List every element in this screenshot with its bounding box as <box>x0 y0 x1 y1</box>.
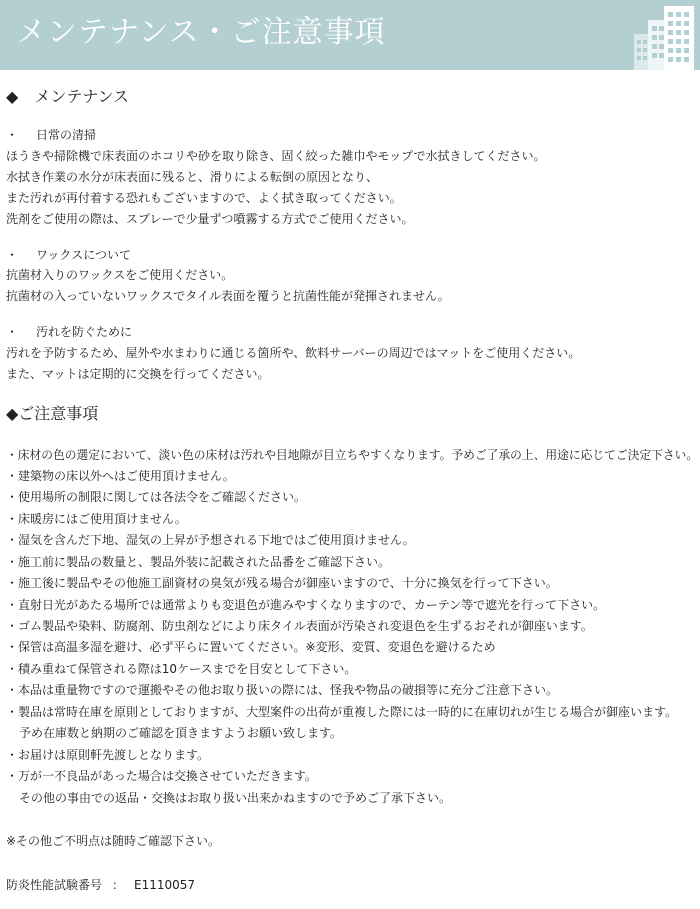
caution-item: ・施工前に製品の数量と、製品外装に記載された品番をご確認下さい。 <box>6 555 391 569</box>
caution-item-continued: その他の事由での返品・交換はお取り扱い出来かねますので予めご了承下さい。 <box>19 791 452 805</box>
caution-item: ・直射日光があたる場所では通常よりも変退色が進みやすくなりますので、カーテン等で遮光を行って下さい。 <box>6 598 606 612</box>
caution-item: ・使用場所の制限に関しては各法令をご確認ください。 <box>6 490 307 504</box>
fire-test-separator: ： <box>112 878 125 892</box>
caution-item-continued: 予め在庫数と納期のご確認を頂きますようお願い致します。 <box>19 726 343 740</box>
building-icon <box>628 0 700 70</box>
maintenance-heading: ◆ メンテナンス <box>6 87 130 106</box>
text-line: 水拭き作業の水分が床表面に残ると、滑りによる転倒の原因となり、 <box>6 170 379 184</box>
text-line: 洗剤をご使用の際は、スプレーで少量ずつ噴霧する方式でご使用ください。 <box>6 212 414 226</box>
bullet-icon: ・ <box>6 325 19 339</box>
bullet-icon: ・ <box>6 128 19 142</box>
caution-item: ・積み重ねて保管される際は10ケースまでを目安として下さい。 <box>6 662 357 676</box>
note-text: ※その他ご不明点は随時ご確認下さい。 <box>6 834 221 848</box>
fire-test-number <box>6 876 195 894</box>
text-line: ほうきや掃除機で床表面のホコリや砂を取り除き、固く絞った雑巾やモップで水拭きしてください。 <box>6 149 546 163</box>
subsection-title: ・ 日常の清掃 <box>6 128 97 142</box>
header-banner <box>0 0 700 70</box>
subsection-title: ・ 汚れを防ぐために <box>6 325 133 339</box>
page-title: メンテナンス・ご注意事項 <box>16 15 386 50</box>
bullet-icon: ・ <box>6 248 19 262</box>
caution-item: ・お届けは原則軒先渡しとなります。 <box>6 748 210 762</box>
caution-item: ・床材の色の選定において、淡い色の床材は汚れや目地隙が目立ちやすくなります。予めご了承の上、用途に応じてご決定下さい。 <box>6 448 699 462</box>
diamond-icon: ◆ <box>6 87 19 106</box>
fire-test-value: E1110057 <box>134 878 196 892</box>
cautions-heading: ◆ご注意事項 <box>6 404 99 423</box>
caution-item: ・製品は常時在庫を原則としておりますが、大型案件の出荷が重複した際には一時的に在庫切れが生じる場合が御座います。 <box>6 705 678 719</box>
caution-item: ・万が一不良品があった場合は交換させていただきます。 <box>6 769 317 783</box>
fire-test-label: 防炎性能試験番号 <box>6 878 103 892</box>
caution-item: ・保管は高温多湿を避け、必ず平らに置いてください。※変形、変質、変退色を避けるため <box>6 640 496 654</box>
text-line: 汚れを予防するため、屋外や水まわりに通じる箇所や、飲料サーバーの周辺ではマットをご使用ください。 <box>6 346 581 360</box>
caution-item: ・床暖房にはご使用頂けません。 <box>6 512 187 526</box>
caution-item: ・湿気を含んだ下地、湿気の上昇が予想される下地ではご使用頂けません。 <box>6 533 415 547</box>
caution-item: ・施工後に製品やその他施工副資材の臭気が残る場合が御座いますので、十分に換気を行って下さい。 <box>6 576 558 590</box>
text-line: また、マットは定期的に交換を行ってください。 <box>6 367 270 381</box>
caution-item: ・建築物の床以外へはご使用頂けません。 <box>6 469 235 483</box>
text-line: 抗菌材入りのワックスをご使用ください。 <box>6 268 234 282</box>
text-line: また汚れが再付着する恐れもございますので、よく拭き取ってください。 <box>6 191 402 205</box>
subsection-title: ・ ワックスについて <box>6 248 132 262</box>
text-line: 抗菌材の入っていないワックスでタイル表面を覆うと抗菌性能が発揮されません。 <box>6 289 450 303</box>
caution-item: ・本品は重量物ですので運搬やその他お取り扱いの際には、怪我や物品の破損等に充分ご注意下さい。 <box>6 683 559 697</box>
caution-item: ・ゴム製品や染料、防腐剤、防虫剤などにより床タイル表面が汚染され変退色を生ずるおそれが御座います。 <box>6 619 593 633</box>
